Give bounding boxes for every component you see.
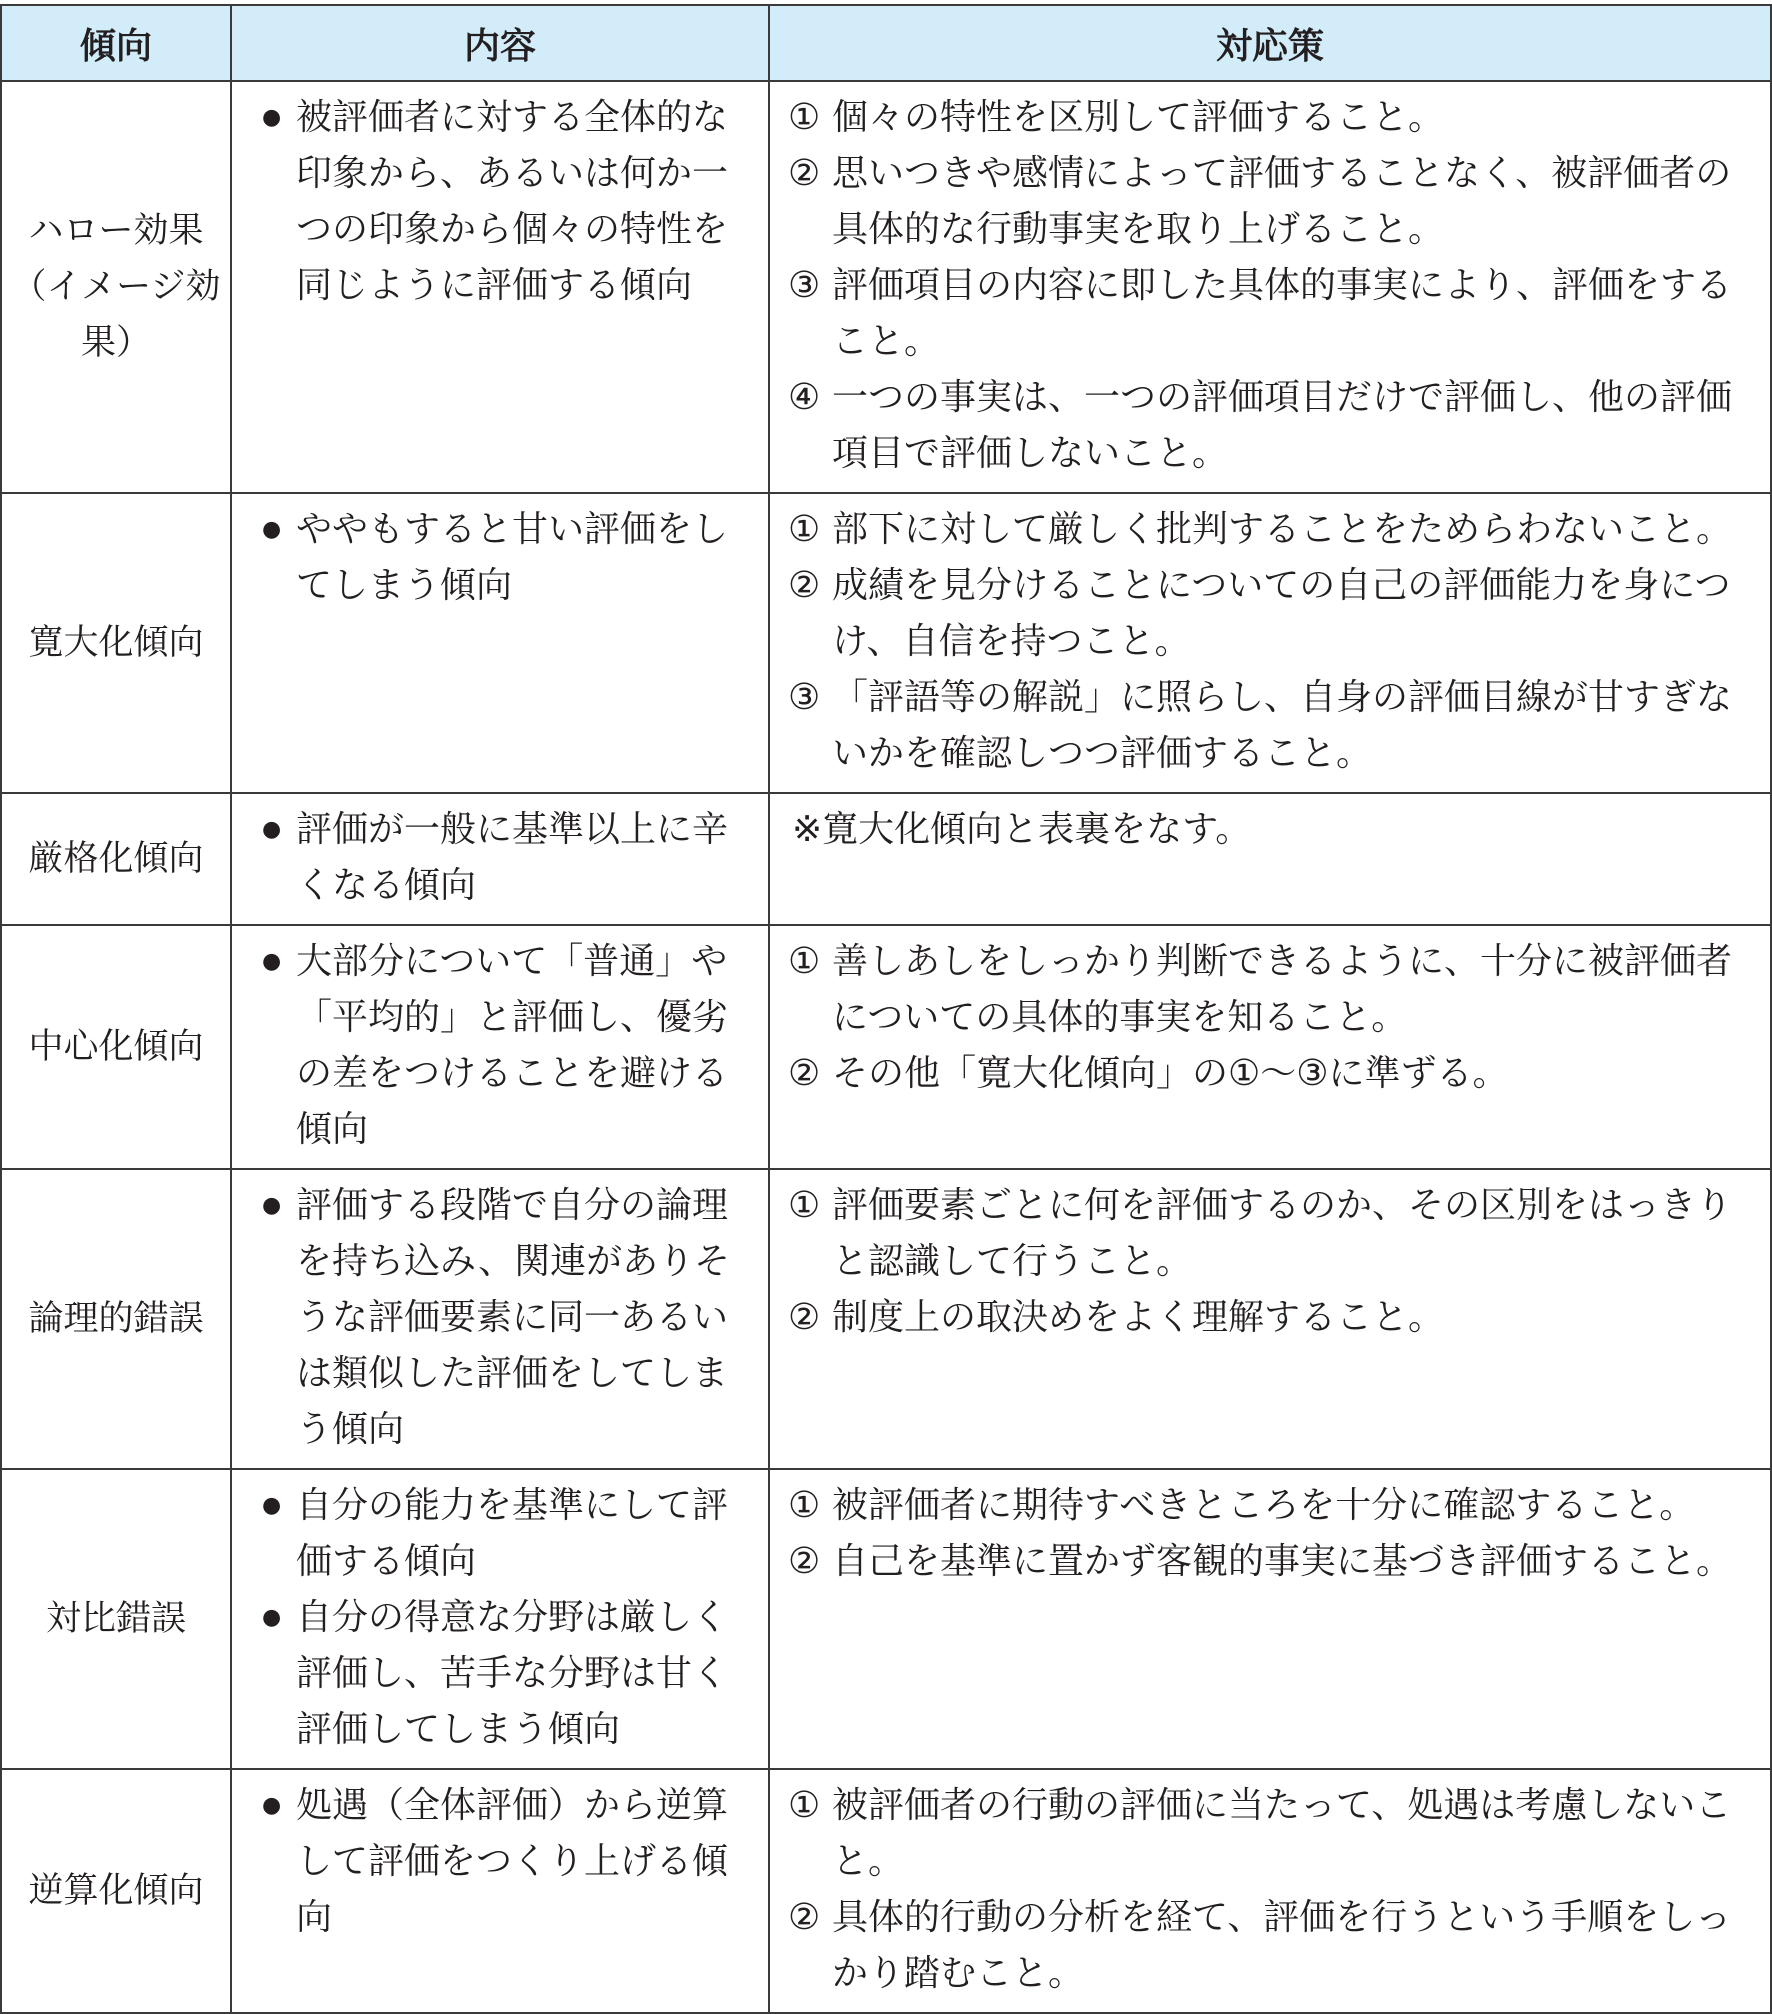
measure-number: ① bbox=[788, 1185, 821, 1226]
content-cell bbox=[231, 493, 769, 793]
measure-item bbox=[788, 1290, 1754, 1346]
header-row bbox=[1, 5, 1771, 81]
measure-number: ② bbox=[788, 1897, 821, 1938]
content-item: ● 自分の能力を基準にして評価する傾向 bbox=[262, 1478, 754, 1590]
measure-text: 思いつきや感情によって評価することなく、被評価者の具体的な行動事実を取り上げること。 bbox=[832, 153, 1732, 250]
tendency-name: 厳格化傾向 bbox=[28, 839, 204, 879]
tendency-cell bbox=[1, 493, 231, 793]
measure-item bbox=[788, 558, 1754, 670]
measure-number: ① bbox=[788, 1785, 821, 1826]
tendency-name: 論理的錯誤 bbox=[28, 1299, 204, 1339]
measure-item bbox=[788, 258, 1754, 370]
table-row bbox=[1, 1769, 1771, 2013]
measure-number: ① bbox=[788, 1485, 821, 1526]
measure-number: ① bbox=[788, 941, 821, 982]
content-cell bbox=[231, 793, 769, 925]
tendency-cell bbox=[1, 925, 231, 1169]
measure-text: 「評語等の解説」に照らし、自身の評価目線が甘すぎないかを確認しつつ評価すること。 bbox=[832, 677, 1733, 774]
measures-cell bbox=[769, 925, 1771, 1169]
tendency-cell bbox=[1, 793, 231, 925]
measure-item bbox=[788, 1178, 1754, 1290]
measure-item bbox=[788, 1534, 1754, 1590]
measure-text: 具体的行動の分析を経て、評価を行うという手順をしっかり踏むこと。 bbox=[832, 1897, 1732, 1994]
content-cell bbox=[231, 1169, 769, 1469]
measures-cell bbox=[769, 493, 1771, 793]
content-cell bbox=[231, 1769, 769, 2013]
table-row bbox=[1, 493, 1771, 793]
measure-text: 成績を見分けることについての自己の評価能力を身につけ、自信を持つこと。 bbox=[832, 565, 1731, 662]
evaluation-bias-table bbox=[0, 4, 1772, 2014]
measure-item bbox=[788, 370, 1754, 482]
measure-note: ※寛大化傾向と表裏をなす。 bbox=[792, 809, 1252, 850]
content-item: ● 処遇（全体評価）から逆算して評価をつくり上げる傾向 bbox=[262, 1778, 754, 1946]
measure-number: ③ bbox=[788, 677, 821, 718]
table-row bbox=[1, 793, 1771, 925]
content-item: ● 大部分について「普通」や「平均的」と評価し、優劣の差をつけることを避ける傾向 bbox=[262, 934, 754, 1158]
measure-number: ② bbox=[788, 1541, 821, 1582]
content-item: ● 評価が一般に基準以上に辛くなる傾向 bbox=[262, 802, 754, 914]
header-content: 内容 bbox=[231, 5, 769, 81]
measure-item bbox=[788, 146, 1754, 258]
header-measures: 対応策 bbox=[769, 5, 1771, 81]
tendency-name: ハロー効果（イメージ効果） bbox=[11, 211, 221, 363]
measure-text: 善しあしをしっかり判断できるように、十分に被評価者についての具体的事実を知ること。 bbox=[832, 941, 1733, 1038]
measure-item bbox=[788, 670, 1754, 782]
measure-text: 部下に対して厳しく批判することをためらわないこと。 bbox=[832, 509, 1733, 550]
table-row bbox=[1, 1169, 1771, 1469]
tendency-name: 寛大化傾向 bbox=[28, 623, 204, 663]
table-row bbox=[1, 925, 1771, 1169]
measure-text: 個々の特性を区別して評価すること。 bbox=[832, 97, 1445, 138]
tendency-cell bbox=[1, 1769, 231, 2013]
measure-number: ② bbox=[788, 565, 821, 606]
measure-number: ② bbox=[788, 1297, 821, 1338]
content-item: ● ややもすると甘い評価をしてしまう傾向 bbox=[262, 502, 754, 614]
tendency-cell bbox=[1, 1169, 231, 1469]
measure-text: 被評価者に期待すべきところを十分に確認すること。 bbox=[832, 1485, 1696, 1526]
measure-text: その他「寛大化傾向」の①〜③に準ずる。 bbox=[832, 1053, 1509, 1094]
measure-text: 自己を基準に置かず客観的事実に基づき評価すること。 bbox=[832, 1541, 1733, 1582]
table-row bbox=[1, 1469, 1771, 1769]
measure-item bbox=[788, 1478, 1754, 1534]
measure-text: 被評価者の行動の評価に当たって、処遇は考慮しないこと。 bbox=[832, 1785, 1732, 1882]
content-item: ● 自分の得意な分野は厳しく評価し、苦手な分野は甘く評価してしまう傾向 bbox=[262, 1590, 754, 1758]
measure-text: 制度上の取決めをよく理解すること。 bbox=[832, 1297, 1445, 1338]
content-cell bbox=[231, 1469, 769, 1769]
measure-number: ② bbox=[788, 153, 821, 194]
measure-number: ③ bbox=[788, 265, 821, 306]
content-item: ● 被評価者に対する全体的な印象から、あるいは何か一つの印象から個々の特性を同じように評価する傾向 bbox=[262, 90, 754, 314]
measure-item bbox=[788, 1046, 1754, 1102]
tendency-name: 逆算化傾向 bbox=[28, 1871, 204, 1911]
table-body bbox=[1, 81, 1771, 2013]
measure-item bbox=[788, 1890, 1754, 2002]
measure-number: ④ bbox=[788, 377, 821, 418]
measure-number: ① bbox=[788, 509, 821, 550]
table-header bbox=[1, 5, 1771, 81]
measure-item bbox=[788, 502, 1754, 558]
content-cell bbox=[231, 925, 769, 1169]
measure-number: ② bbox=[788, 1053, 821, 1094]
measure-text: 評価要素ごとに何を評価するのか、その区別をはっきりと認識して行うこと。 bbox=[832, 1185, 1733, 1282]
header-tendency: 傾向 bbox=[1, 5, 231, 81]
measures-cell bbox=[769, 81, 1771, 493]
measure-text: 評価項目の内容に即した具体的事実により、評価をすること。 bbox=[832, 265, 1733, 362]
measures-cell bbox=[769, 793, 1771, 925]
content-cell bbox=[231, 81, 769, 493]
tendency-name: 中心化傾向 bbox=[28, 1027, 204, 1067]
measures-cell bbox=[769, 1169, 1771, 1469]
tendency-name: 対比錯誤 bbox=[45, 1599, 186, 1639]
measure-item bbox=[788, 934, 1754, 1046]
content-item: ● 評価する段階で自分の論理を持ち込み、関連がありそうな評価要素に同一あるいは類似した評価をしてしまう傾向 bbox=[262, 1178, 754, 1458]
tendency-cell bbox=[1, 81, 231, 493]
measures-cell bbox=[769, 1769, 1771, 2013]
table-row bbox=[1, 81, 1771, 493]
measure-item bbox=[788, 90, 1754, 146]
measure-number: ① bbox=[788, 97, 821, 138]
measure-item bbox=[788, 1778, 1754, 1890]
measure-text: 一つの事実は、一つの評価項目だけで評価し、他の評価項目で評価しないこと。 bbox=[832, 377, 1733, 474]
measures-cell bbox=[769, 1469, 1771, 1769]
tendency-cell bbox=[1, 1469, 231, 1769]
